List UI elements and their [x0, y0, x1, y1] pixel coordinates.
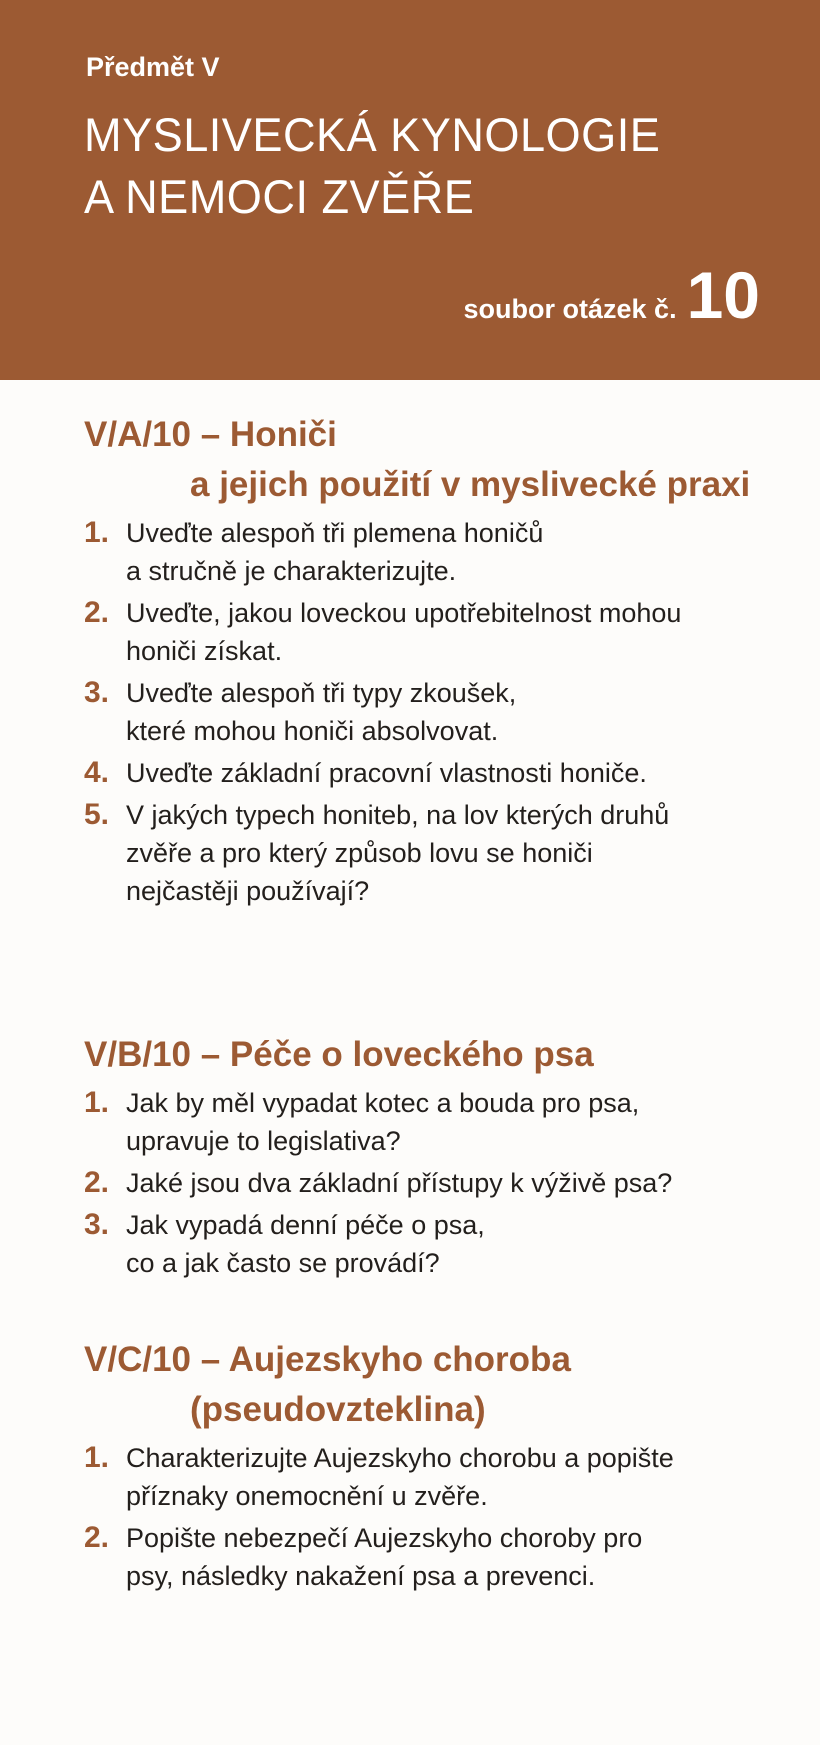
section-b	[84, 1030, 784, 1282]
question-item	[84, 1206, 784, 1282]
section-c	[84, 1335, 784, 1595]
question-item	[84, 674, 784, 750]
question-number: 2.	[84, 1166, 110, 1199]
title-line-2: A NEMOCI ZVĚŘE	[84, 170, 475, 223]
question-text-line: nejčastěji používají?	[126, 876, 370, 906]
question-number: 1.	[84, 1441, 110, 1474]
question-number: 3.	[84, 676, 110, 709]
question-text-line: Uveďte základní pracovní vlastnosti honiče.	[126, 758, 647, 788]
question-text-line: Popište nebezpečí Aujezskyho choroby pro	[126, 1523, 643, 1553]
question-text-line: příznaky onemocnění u zvěře.	[126, 1481, 488, 1511]
section-c-title-line-1: V/C/10 – Aujezskyho choroba	[84, 1340, 571, 1379]
question-text-line: Jaké jsou dva základní přístupy k výživě psa?	[126, 1168, 673, 1198]
question-item	[84, 1164, 784, 1202]
section-a-title-line-1: V/A/10 – Honiči	[84, 415, 337, 454]
section-b-title-line-1: V/B/10 – Péče o loveckého psa	[84, 1035, 594, 1074]
question-text-line: Jak by měl vypadat kotec a bouda pro psa,	[126, 1088, 640, 1118]
question-number: 1.	[84, 516, 110, 549]
question-text-line: Charakterizujte Aujezskyho chorobu a popište	[126, 1443, 674, 1473]
subject-label: Předmět V	[86, 52, 220, 82]
section-a-title	[84, 410, 784, 510]
question-text-line: honiči získat.	[126, 636, 283, 666]
set-number: 10	[686, 258, 760, 332]
question-item	[84, 754, 784, 792]
question-text-line: které mohou honiči absolvovat.	[126, 716, 499, 746]
question-text-line: Jak vypadá denní péče o psa,	[126, 1210, 485, 1240]
question-item	[84, 796, 784, 910]
section-a	[84, 410, 784, 910]
question-item	[84, 514, 784, 590]
question-number: 4.	[84, 756, 110, 789]
page-title	[84, 104, 660, 228]
question-text-line: Uveďte alespoň tři plemena honičů	[126, 518, 544, 548]
question-number: 5.	[84, 798, 110, 831]
section-c-title	[84, 1335, 784, 1435]
question-text-line: upravuje to legislativa?	[126, 1126, 401, 1156]
title-line-1: MYSLIVECKÁ KYNOLOGIE	[84, 108, 661, 161]
question-text-line: V jakých typech honiteb, na lov kterých druhů	[126, 800, 670, 830]
question-item	[84, 1084, 784, 1160]
question-item	[84, 1519, 784, 1595]
question-text-line: Uveďte alespoň tři typy zkoušek,	[126, 678, 517, 708]
section-c-title-line-2: (pseudovzteklina)	[190, 1390, 486, 1429]
question-number: 1.	[84, 1086, 110, 1119]
question-text-line: a stručně je charakterizujte.	[126, 556, 457, 586]
question-text-line: Uveďte, jakou loveckou upotřebitelnost mohou	[126, 598, 682, 628]
section-a-title-line-2: a jejich použití v myslivecké praxi	[190, 465, 751, 504]
question-item	[84, 594, 784, 670]
set-label: soubor otázek č.	[463, 294, 677, 324]
question-number: 3.	[84, 1208, 110, 1241]
question-number: 2.	[84, 596, 110, 629]
header-band	[0, 0, 820, 380]
question-number: 2.	[84, 1521, 110, 1554]
question-text-line: psy, následky nakažení psa a prevenci.	[126, 1561, 596, 1591]
question-set	[463, 258, 760, 332]
question-text-line: co a jak často se provádí?	[126, 1248, 440, 1278]
section-b-title	[84, 1030, 784, 1080]
question-text-line: zvěře a pro který způsob lovu se honiči	[126, 838, 593, 868]
question-item	[84, 1439, 784, 1515]
